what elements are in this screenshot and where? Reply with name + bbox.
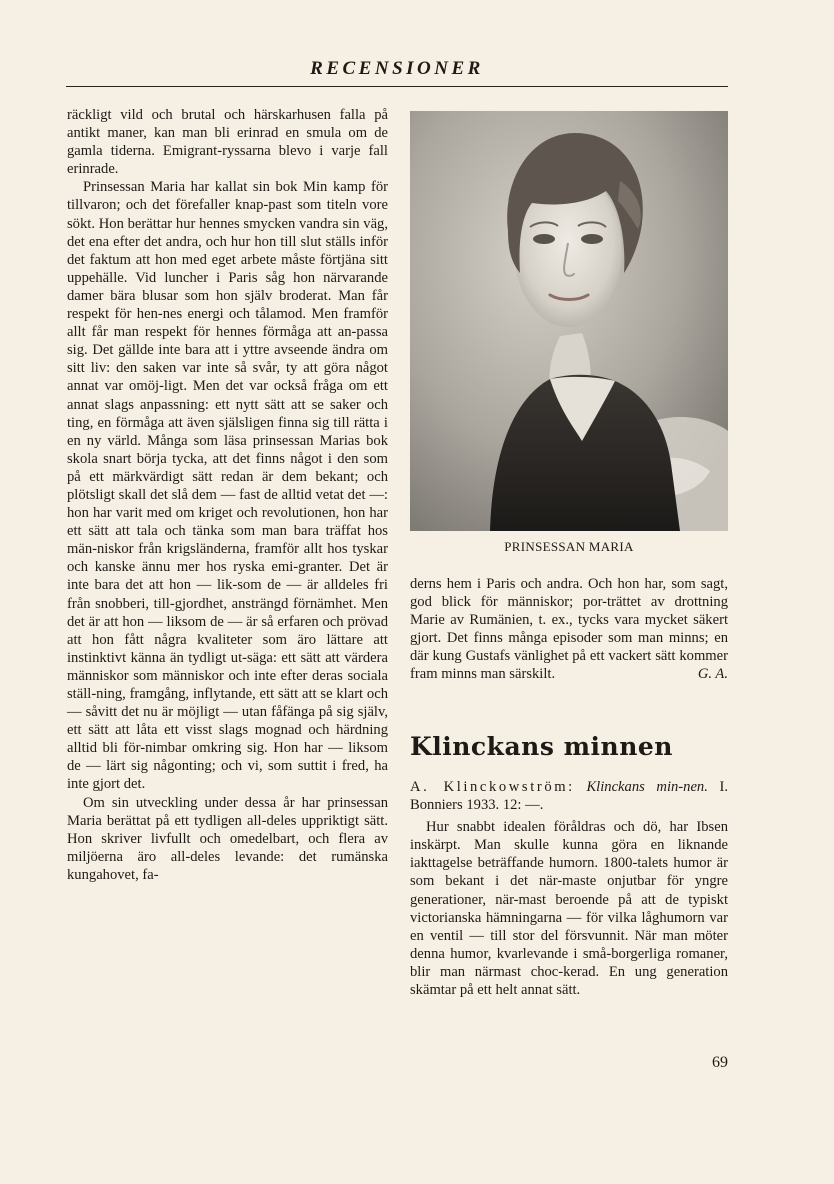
section-title: Klinckans minnen (410, 732, 673, 761)
left-paragraph-1: räckligt vild och brutal och härskarhusen falla på antikt maner, kan man bli erinrad en smula om de gamla tiderna. Emigrant-ryssarna blevo i varje fall erinrade. (67, 107, 388, 178)
review-citation (410, 778, 728, 814)
portrait-photo (410, 111, 728, 531)
left-paragraph-3: Om sin utveckling under dessa år har prinsessan Maria berättat på ett tydligen all-deles uppriktigt sätt. Hon skriver livfullt och omedelbart, och flera av miljöerna äro all-deles levande: det rumänska kungahovet, fa- (67, 794, 388, 883)
right-column (410, 575, 728, 684)
citation-author: A. Klinckowström: (410, 779, 575, 795)
review-paragraph: Hur snabbt idealen föråldras och dö, har Ibsen inskärpt. Man skulle kunna göra en liknande iakttagelse beträffande humorn. 1800-talets humor är som bekant i det när-maste onjutbar för yngre generationer, när-mast beroende på att de typiskt victorianska hämningarna — för vilka låghumorn var en ventil — till stor del försvunnit. När man möter denna humor, kvarlevande i små-borgerliga romaner, blir man närmast choc-kerad. En ung generation skämtar på ett helt annat sätt. (410, 819, 728, 999)
running-header: RECENSIONER (310, 58, 484, 79)
review-block (410, 778, 728, 999)
citation-book-title: Klinckans min-nen. (586, 779, 708, 795)
photo-caption: PRINSESSAN MARIA (504, 539, 634, 554)
header-rule (66, 86, 728, 87)
citation-details: I. Bonniers 1933. 12: —. (410, 779, 728, 814)
signature: G. A. (697, 666, 728, 683)
right-paragraph-text: derns hem i Paris och andra. Och hon har, som sagt, god blick för människor; por-trättet av drottning Marie av Rumänien, t. ex., tycks vara mycket säkert gjort. Det finns många episoder som man minns; en där kung Gustafs vänlighet på ett vackert sätt kommer fram minns man särskilt. (410, 576, 728, 683)
left-column (67, 106, 388, 884)
left-paragraph-2: Prinsessan Maria har kallat sin bok Min kamp för tillvaron; och det förefaller knap-past som titeln vore sökt. Hon berättar hur hennes smycken vandra sin väg, det ena efter det andra, och hur hon till slut ställs inför det faktum att hon med eget arbete måste förtjäna sitt uppehälle. Vid luncher i Paris såg hon närvarande damer bära blusar som hon själv broderat. Man får respekt för hen-nes energi och tålamod. Men framför allt får man respekt för hennes förmåga att an-passa sig. Det gällde inte bara att i yttre avseende ändra om sitt liv: den saken var inte så svår, ty att göra något annat var omöj-ligt. Men det var också fråga om ett annat slags anpassning: ett nytt sätt att se saker och ting, en förmåga att även själsligen finna sig till rätta i en ny värld. Många som läsa prinsessan Marias bok skola snart börja tycka, att det finns något i den som på ett märkvärdigt sätt redan är dem bekant; och plötsligt skall det slå dem — fast de alltid vetat det —: hon har varit med om kriget och revolutionen, hon har ett sätt att tala och tänka som man bara träffat hos män-niskor från krigsländerna, framför allt hos tyskar och kanske ännu mer hos ryska emi-granter. Det är inte bara det att hon — lik-som de — är alldeles fri från snobberi, till-gjordhet, ansträngd förnämhet. Men det är att hon — liksom de — är så erfaren och prövad att hon fått några kvaliteter som äro lättare att instinktivt känna än tydligt ut-säga: ett sätt att värdera människor som människor och inte efter deras sociala ställ-ning, framgång, inflytande, ett sätt att se klart och — såvitt det nu är möjligt — utan fåfänga på sig själv, ett sätt att låta ett visst slags mognad och härdning alltid bli för-nimbar omkring sig. Hon har — liksom de — lärt sig någonting; och vi, som suttit i fred, ha inte gjort det. (67, 179, 388, 793)
right-paragraph (410, 575, 728, 684)
portrait-illustration (410, 111, 728, 531)
page-number: 69 (712, 1054, 728, 1071)
